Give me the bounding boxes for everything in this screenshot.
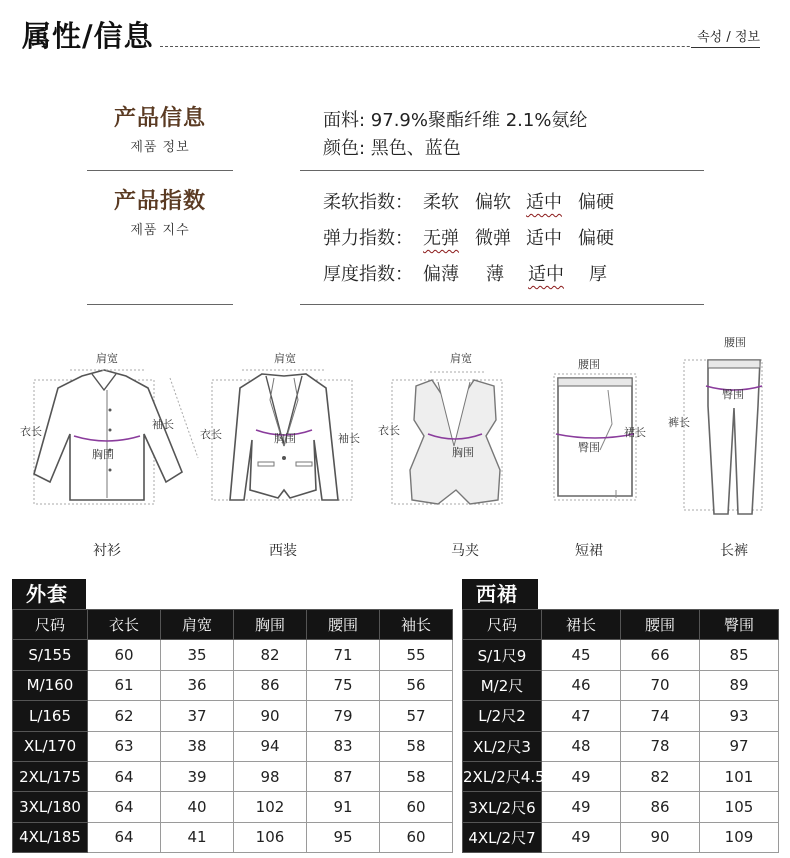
title-subtitle: 속성 / 정보 [691,26,760,48]
table-row [463,640,779,670]
table-cell: 87 [307,761,380,791]
table-cell: 101 [700,761,779,791]
table-cell: 46 [542,670,621,700]
table-cell: 47 [542,701,621,731]
skirt-table-title: 西裙 [462,579,538,609]
trousers-diagram [668,330,778,520]
divider-right-2 [300,304,704,305]
table-cell: 94 [234,731,307,761]
index-option-selected: 无弹 [423,228,459,249]
index-label: 柔软指数： [323,192,413,213]
size-cell: M/160 [13,670,88,700]
suit-sleeve-label: 袖长 [338,432,360,445]
table-cell: 35 [161,640,234,670]
table-cell: 61 [88,670,161,700]
skirt-size-table [462,609,779,853]
product-index-label [87,184,233,238]
shirt-shoulder-label: 肩宽 [96,352,118,365]
table-cell: 57 [380,701,453,731]
product-index-subtitle: 제품 지수 [130,223,190,238]
table-cell: 106 [234,822,307,852]
table-cell: 78 [621,731,700,761]
shirt-name: 衬衫 [93,543,121,559]
shirt-length-label: 衣长 [20,425,42,438]
suit-name: 西装 [269,543,297,559]
column-header: 衣长 [88,610,161,640]
suit-diagram [200,350,370,510]
table-row [13,670,453,700]
table-cell: 58 [380,761,453,791]
trousers-length-label: 裤长 [668,416,690,429]
divider-left-2 [87,304,233,305]
divider-right-1 [300,170,704,171]
table-row [13,792,453,822]
index-option: 柔软 [423,192,459,213]
table-cell: 79 [307,701,380,731]
table-cell: 70 [621,670,700,700]
table-row [463,670,779,700]
table-cell: 98 [234,761,307,791]
jacket-table-title: 外套 [12,579,86,609]
table-cell: 49 [542,822,621,852]
table-cell: 86 [621,792,700,822]
table-cell: 83 [307,731,380,761]
table-cell: 95 [307,822,380,852]
skirt-hip-label: 臀围 [578,441,600,454]
table-cell: 89 [700,670,779,700]
table-cell: 90 [234,701,307,731]
table-cell: 48 [542,731,621,761]
table-cell: 64 [88,761,161,791]
size-cell: 3XL/2尺6 [463,792,542,822]
table-row [13,640,453,670]
table-cell: 55 [380,640,453,670]
table-cell: 86 [234,670,307,700]
table-cell: 102 [234,792,307,822]
table-cell: 82 [621,761,700,791]
column-header: 裙长 [542,610,621,640]
table-cell: 36 [161,670,234,700]
index-option: 偏硬 [578,192,614,213]
title-rule [160,46,760,47]
column-header: 臀围 [700,610,779,640]
skirt-name: 短裙 [575,543,603,559]
vest-shoulder-label: 肩宽 [450,352,472,365]
table-row [13,701,453,731]
product-info-label [87,101,233,155]
table-cell: 49 [542,792,621,822]
size-cell: 2XL/2尺4.5 [463,761,542,791]
table-cell: 64 [88,822,161,852]
vest-name: 马夹 [451,543,479,559]
table-cell: 97 [700,731,779,761]
fabric-line: 面料: 97.9%聚酯纤维 2.1%氨纶 [323,110,588,131]
table-row [463,761,779,791]
table-cell: 82 [234,640,307,670]
size-cell: 4XL/185 [13,822,88,852]
table-cell: 39 [161,761,234,791]
table-cell: 38 [161,731,234,761]
column-header: 袖长 [380,610,453,640]
table-cell: 105 [700,792,779,822]
table-cell: 41 [161,822,234,852]
column-header: 腰围 [307,610,380,640]
table-row [463,792,779,822]
column-header: 肩宽 [161,610,234,640]
index-option-selected: 适中 [526,192,562,213]
shirt-diagram [20,350,200,510]
table-cell: 93 [700,701,779,731]
size-cell: 3XL/180 [13,792,88,822]
vest-chest-label: 胸围 [452,446,474,459]
shirt-sleeve-label: 袖长 [152,418,174,431]
index-option-selected: 适中 [528,264,564,285]
table-cell: 85 [700,640,779,670]
vest-diagram [378,350,528,510]
skirt-diagram [538,350,658,510]
index-option: 薄 [486,264,504,285]
index-label: 弹力指数： [323,228,413,249]
skirt-waist-label: 腰围 [578,358,600,371]
table-cell: 58 [380,731,453,761]
index-option: 厚 [589,264,607,285]
trousers-hip-label: 臀围 [722,388,744,401]
size-cell: XL/2尺3 [463,731,542,761]
size-cell: 2XL/175 [13,761,88,791]
column-header: 尺码 [13,610,88,640]
size-cell: S/1尺9 [463,640,542,670]
skirt-length-label: 裙长 [624,426,646,439]
table-row [13,761,453,791]
trousers-waist-label: 腰围 [724,336,746,349]
table-cell: 60 [380,792,453,822]
table-cell: 74 [621,701,700,731]
table-cell: 49 [542,761,621,791]
table-cell: 66 [621,640,700,670]
table-row [463,822,779,852]
table-row [13,822,453,852]
column-header: 腰围 [621,610,700,640]
table-cell: 60 [88,640,161,670]
product-info-subtitle: 제품 정보 [130,140,190,155]
size-cell: L/165 [13,701,88,731]
trousers-name: 长裤 [720,543,748,559]
table-row [463,731,779,761]
column-header: 胸围 [234,610,307,640]
color-line: 颜色: 黑色、蓝色 [323,138,461,159]
size-cell: L/2尺2 [463,701,542,731]
table-row [463,701,779,731]
suit-shoulder-label: 肩宽 [274,352,296,365]
jacket-size-table [12,609,453,853]
page-title: 属性/信息 [22,19,154,53]
table-header-row [13,610,453,640]
index-option: 偏硬 [578,228,614,249]
vest-length-label: 衣长 [378,424,400,437]
table-cell: 75 [307,670,380,700]
shirt-chest-label: 胸围 [92,448,114,461]
table-cell: 109 [700,822,779,852]
column-header: 尺码 [463,610,542,640]
table-cell: 56 [380,670,453,700]
divider-left-1 [87,170,233,171]
index-option: 微弹 [475,228,511,249]
table-cell: 90 [621,822,700,852]
size-cell: M/2尺 [463,670,542,700]
size-cell: XL/170 [13,731,88,761]
index-option: 适中 [526,228,562,249]
index-label: 厚度指数： [323,264,413,285]
size-cell: S/155 [13,640,88,670]
index-option: 偏薄 [423,264,459,285]
suit-chest-label: 胸围 [274,432,296,445]
table-cell: 91 [307,792,380,822]
product-index-title: 产品指数 [113,189,206,214]
shirt-outline [34,370,182,500]
table-cell: 37 [161,701,234,731]
product-info-title: 产品信息 [113,106,206,131]
index-option: 偏软 [475,192,511,213]
table-cell: 64 [88,792,161,822]
table-header-row [463,610,779,640]
table-cell: 63 [88,731,161,761]
suit-length-label: 衣长 [200,428,222,441]
table-row [13,731,453,761]
table-cell: 60 [380,822,453,852]
size-cell: 4XL/2尺7 [463,822,542,852]
table-cell: 62 [88,701,161,731]
trousers-outline [708,360,760,514]
table-cell: 45 [542,640,621,670]
table-cell: 40 [161,792,234,822]
table-cell: 71 [307,640,380,670]
